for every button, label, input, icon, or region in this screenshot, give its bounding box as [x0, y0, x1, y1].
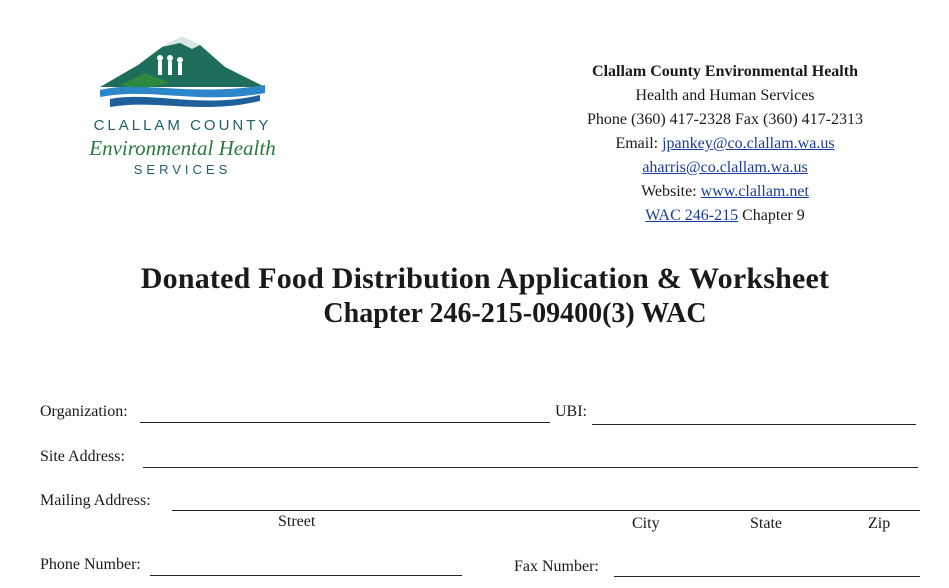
state-label: State — [750, 515, 782, 532]
contact-org: Clallam County Environmental Health — [592, 63, 858, 80]
contact-block — [540, 60, 910, 228]
mailing-address-label: Mailing Address: — [40, 492, 151, 509]
contact-dept: Health and Human Services — [635, 87, 815, 104]
document-title: Donated Food Distribution Application & Worksheet — [140, 262, 830, 295]
contact-phone-fax: Phone (360) 417-2328 Fax (360) 417-2313 — [587, 111, 863, 128]
phone-number-field[interactable] — [150, 575, 462, 576]
wac-link[interactable]: WAC 246-215 — [645, 207, 739, 224]
ubi-label: UBI: — [555, 403, 587, 420]
organization-label: Organization: — [40, 403, 128, 420]
website-link[interactable]: www.clallam.net — [700, 183, 809, 200]
ubi-field[interactable] — [592, 424, 916, 425]
zip-label: Zip — [868, 515, 891, 532]
mailing-address-field[interactable] — [172, 510, 920, 511]
contact-email-row — [540, 132, 910, 156]
logo-services-text: SERVICES — [133, 162, 232, 177]
website-label: Website: — [641, 183, 697, 200]
logo-county-text: CLALLAM COUNTY — [93, 117, 272, 134]
document-subtitle: Chapter 246-215-09400(3) WAC — [323, 298, 707, 329]
email-link-2[interactable]: aharris@co.clallam.wa.us — [642, 159, 808, 176]
logo-dept-text: Environmental Health — [89, 136, 276, 160]
site-address-label: Site Address: — [40, 448, 125, 465]
site-address-field[interactable] — [143, 467, 918, 468]
contact-wac-row — [540, 204, 910, 228]
phone-number-label: Phone Number: — [40, 556, 141, 573]
fax-number-field[interactable] — [614, 576, 920, 577]
street-label: Street — [278, 513, 316, 530]
email-link-1[interactable]: jpankey@co.clallam.wa.us — [662, 135, 835, 152]
city-label: City — [632, 515, 660, 532]
contact-website-row — [540, 180, 910, 204]
organization-field[interactable] — [140, 422, 550, 423]
contact-email-row-2 — [540, 156, 910, 180]
fax-number-label: Fax Number: — [514, 558, 599, 575]
wac-suffix: Chapter 9 — [742, 207, 805, 224]
email-label: Email: — [615, 135, 659, 152]
mountain-logo-icon — [100, 35, 265, 115]
